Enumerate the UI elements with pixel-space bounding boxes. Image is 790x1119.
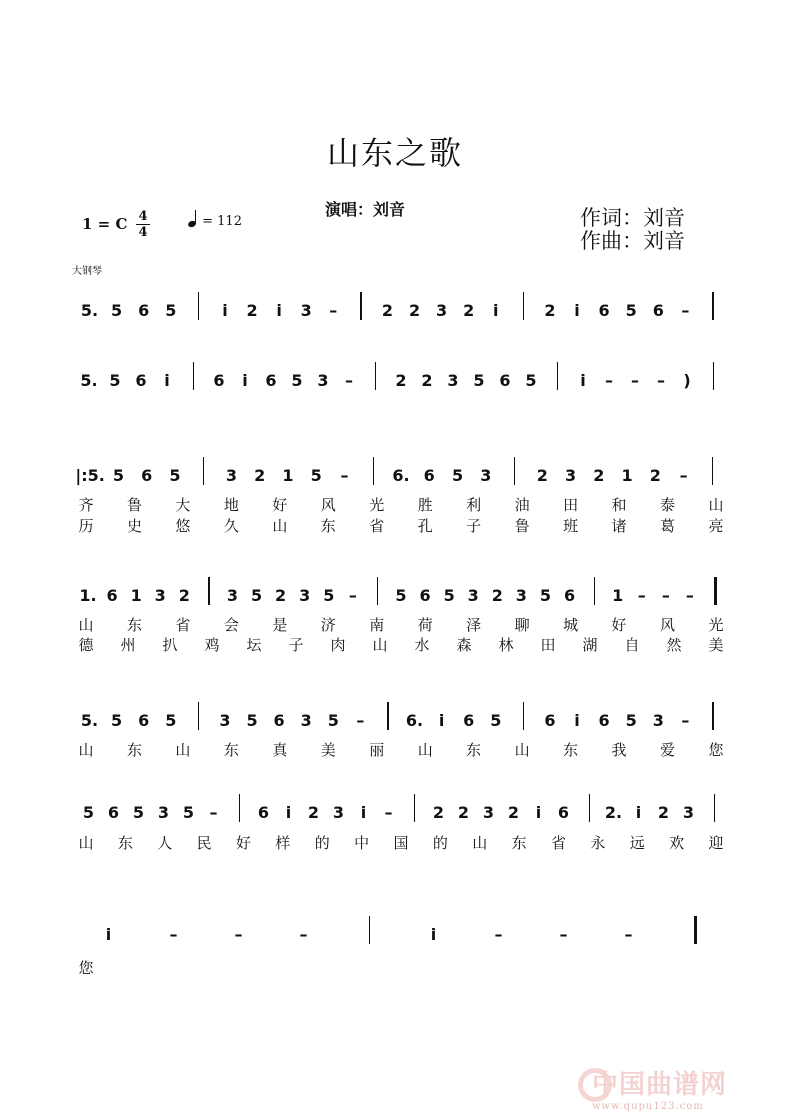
lyric-char: 丽 [369,741,385,759]
lyric-char: 子 [288,636,304,654]
lyric-char: 好 [235,834,252,852]
note: 6 [135,371,147,390]
lyric-char: 欢 [669,834,685,852]
lyric-char: 鲁 [126,496,142,514]
note: 3 [515,586,527,605]
lyric-char: 人 [157,834,173,852]
note: 5 [625,301,637,320]
lyric-char: 东 [563,741,579,759]
note: 1 [621,466,633,485]
note: 1 [612,586,624,605]
note: – [679,466,688,485]
watermark [592,1064,727,1112]
notation-line [76,922,726,946]
note: i [580,371,586,390]
note: i [430,925,437,944]
note: 5 [443,586,455,605]
note: 6 [557,803,570,822]
note: – [348,586,357,605]
singer-credit: 演唱：刘音 [325,200,406,219]
note: 6 [273,711,285,730]
note: 3 [299,586,311,605]
note: 2 [395,371,407,390]
note: 2 [593,466,605,485]
notation-line [76,368,726,392]
lyric-char: 久 [223,517,239,535]
note: 3 [300,711,312,730]
note: 6 [141,466,153,485]
notation-line [76,583,726,607]
note: 6. [392,466,410,485]
note: 3 [482,803,495,822]
note: 6 [106,586,118,605]
lyric-char: 森 [456,636,472,654]
quarter-note-icon [188,213,198,227]
lyric-char: 中 [354,834,370,852]
note: 6 [563,586,576,605]
note: 5 [625,711,637,730]
lyric-char: 山 [272,517,288,535]
note: ) [683,371,691,390]
lyric-char: 鲁 [514,517,530,535]
lyric-char: 省 [175,616,191,634]
note: 5 [539,586,552,605]
lyric-char: 聊 [514,616,530,634]
bar-line [523,702,524,730]
bar-line [589,794,590,822]
note: i [360,803,367,822]
note: 5 [132,803,145,822]
note: – [661,586,670,605]
lyric-char: 地 [223,496,239,514]
note: 5 [182,803,195,822]
lyric-char: 国 [393,834,409,852]
note: 6 [463,711,475,730]
note: i [105,925,112,944]
note: 3 [300,301,312,320]
lyric-char: 您 [78,959,94,977]
lyric-char: 山 [708,496,724,514]
lyric-char: 风 [320,496,336,514]
lyric-char: 孔 [417,517,433,535]
bar-line [594,577,595,605]
note: – [605,371,613,390]
lyric-char: 迎 [708,834,724,852]
note: 3 [467,586,479,605]
lyric-char: 田 [563,496,579,514]
lyric-line [76,634,726,654]
note: 3 [226,586,239,605]
note: 1. [79,586,97,605]
note: 1 [130,586,142,605]
lyric-char: 省 [550,834,567,852]
note: – [234,925,243,944]
lyric-char: 的 [314,834,330,852]
lyric-char: 济 [320,616,336,634]
note: 3 [157,803,170,822]
lyric-char: 美 [320,741,336,759]
note: 5 [112,466,124,485]
bar-line [414,794,415,822]
lyric-char: 永 [590,834,606,852]
note: – [624,925,633,944]
lyric-char: 亮 [708,517,724,535]
note: 3 [436,301,448,320]
bar-line [514,457,515,485]
lyric-char: 然 [666,636,682,654]
note: i [493,301,499,320]
note: 3 [480,466,492,485]
note: 6 [265,371,277,390]
note: 2 [275,586,287,605]
note: i [164,371,170,390]
lyric-char: 泰 [660,496,676,514]
note: 6 [544,711,556,730]
lyric-char: 东 [223,741,239,759]
bar-line [694,916,697,944]
lyric-char: 山 [175,741,191,759]
lyric-line [76,494,726,514]
lyric-char: 湖 [582,636,598,654]
note: 2 [544,301,556,320]
bar-line [712,457,713,485]
lyric-char: 齐 [78,496,94,514]
note: 3 [225,466,237,485]
lyric-char: 我 [611,741,627,759]
bar-line [557,362,558,390]
lyric-char: 山 [78,834,94,852]
note: 3 [564,466,577,485]
note: 3 [652,711,664,730]
note: 6 [107,803,120,822]
lyric-char: 民 [196,834,212,852]
note: 2 [381,301,394,320]
note: 5 [109,371,121,390]
lyric-char: 样 [275,834,291,852]
note: 5. [80,711,99,730]
lyric-char: 东 [117,834,133,852]
bar-line [193,362,194,390]
lyric-char: 好 [611,616,627,634]
note: i [574,301,580,320]
note: 5 [82,803,95,822]
note: – [356,711,365,730]
lyric-char: 山 [417,741,433,759]
note: – [329,301,338,320]
bar-line [208,577,209,605]
lyric-char: 利 [466,496,482,514]
watermark-url: www.qupu123.com [592,1101,704,1112]
note: – [345,371,353,390]
bar-line [198,292,199,320]
lyric-char: 东 [320,517,336,535]
lyric-char: 的 [432,834,448,852]
note: 5 [291,371,303,390]
lyric-char: 泽 [466,616,482,634]
note: 5 [525,371,537,390]
note: 2 [657,803,670,822]
lyric-line [76,832,726,852]
note: 2 [536,466,548,485]
note: 2 [432,803,445,822]
note: 5. [80,301,99,320]
note: 2 [246,301,258,320]
note: 6 [419,586,431,605]
note: 5 [165,301,177,320]
lyric-char: 美 [708,636,724,654]
note: 3 [682,803,695,822]
note: 2 [254,466,266,485]
lyric-char: 东 [126,741,142,759]
lyric-char: 好 [272,496,288,514]
lyric-char: 您 [708,741,724,759]
lyric-char: 悠 [175,517,191,535]
lyric-char: 光 [369,496,385,514]
bar-line [360,292,361,320]
note: 3 [332,803,345,822]
lyric-char: 东 [511,834,527,852]
lyricist-credit: 作词：刘音 [580,206,685,230]
lyric-char: 省 [369,517,385,535]
note: 6 [598,711,610,730]
note: 6 [138,711,150,730]
note: 6 [423,466,435,485]
note: – [169,925,178,944]
key-signature: 1 = C [82,215,128,233]
note: 2 [457,803,470,822]
bar-line [713,362,714,390]
note: i [242,371,248,390]
note: 6 [138,301,150,320]
lyric-char: 山 [472,834,488,852]
note: – [637,586,646,605]
note: i [635,803,642,822]
lyric-char: 光 [708,616,724,634]
lyric-char: 肉 [330,636,346,654]
note: 5 [250,586,263,605]
lyric-char: 大 [175,496,191,514]
note: i [222,301,228,320]
note: – [299,925,308,944]
note: 5 [451,466,464,485]
instrument-label: 大钢琴 [72,266,102,277]
note: – [657,371,665,390]
lyric-char: 坛 [246,636,262,654]
note: 5 [395,586,407,605]
note: 5 [111,301,123,320]
lyric-char: 德 [78,636,94,654]
note: – [685,586,694,605]
lyric-line [76,739,726,759]
lyric-char: 是 [272,616,288,634]
note: 2 [463,301,475,320]
note: i [535,803,542,822]
note: 2. [604,803,623,822]
lyric-char: 州 [120,636,136,654]
note: 5 [490,711,502,730]
note: 3 [317,371,329,390]
note: 3 [154,586,166,605]
notation-line [76,800,726,824]
note: – [631,371,639,390]
note: 2 [649,466,661,485]
note: – [340,466,349,485]
lyric-char: 远 [629,834,645,852]
lyric-char: 自 [624,636,640,654]
bar-line [523,292,524,320]
bar-line [369,916,370,944]
note: – [209,803,218,822]
note: 6. [405,711,424,730]
bar-line [712,702,713,730]
score-title: 山东之歌 [326,134,463,172]
composer-credit: 作曲：刘音 [580,229,685,253]
note: 2 [178,586,190,605]
lyric-line [76,614,726,634]
note: 6 [499,371,511,390]
note: 5 [323,586,335,605]
lyric-char: 油 [514,496,530,514]
note: 2 [408,301,421,320]
lyric-char: 子 [466,517,482,535]
note: 2 [507,803,520,822]
note: 6 [652,301,664,320]
note: 1 [282,466,294,485]
lyric-char: 山 [514,741,530,759]
lyric-char: 扒 [162,636,178,654]
lyric-char: 胜 [417,496,433,514]
note: 5 [111,711,123,730]
note: 5 [246,711,258,730]
lyric-char: 爱 [660,741,676,759]
notation-line [76,298,726,322]
bar-line [198,702,199,730]
lyric-char: 城 [563,616,579,634]
lyric-line [76,957,726,977]
lyric-char: 南 [369,616,385,634]
note: 2 [307,803,320,822]
lyric-char: 山 [372,636,388,654]
bar-line [714,794,715,822]
lyric-char: 真 [272,741,288,759]
notation-line [76,463,726,487]
note: 5 [165,711,177,730]
bar-line [375,362,376,390]
note: 2 [421,371,433,390]
note: 5 [327,711,339,730]
time-signature [136,210,150,239]
note: i [285,803,292,822]
time-signature-bottom: 4 [138,225,148,240]
lyric-char: 田 [540,636,556,654]
note: 5 [169,466,181,485]
note: 5 [310,466,322,485]
note: 3 [447,371,459,390]
bar-line [387,702,388,730]
watermark-brand: 中国曲谱网 [592,1070,728,1100]
note: 5. [80,371,98,390]
notation-line [76,708,726,732]
lyric-line [76,515,726,535]
note: – [681,711,690,730]
tempo-marking: = 112 [188,213,242,229]
lyric-char: 史 [126,517,142,535]
bar-line [373,457,374,485]
note: 2 [491,586,503,605]
lyric-char: 东 [126,616,142,634]
note: |:5. [75,466,105,485]
note: i [276,301,282,320]
lyric-char: 鸡 [204,636,220,654]
note: – [384,803,393,822]
bar-line [239,794,240,822]
lyric-char: 会 [223,616,239,634]
note: i [574,711,580,730]
note: i [438,711,445,730]
lyric-char: 班 [563,517,579,535]
lyric-char: 葛 [660,517,676,535]
lyric-char: 水 [414,636,430,654]
lyric-char: 诸 [611,517,627,535]
lyric-char: 和 [611,496,627,514]
bar-line [714,577,717,605]
bar-line [377,577,378,605]
lyric-char: 历 [78,517,94,535]
bar-line [712,292,713,320]
note: 6 [257,803,270,822]
note: – [559,925,568,944]
lyric-char: 林 [498,636,514,654]
lyric-char: 风 [660,616,676,634]
bar-line [203,457,204,485]
lyric-char: 荷 [417,616,433,634]
lyric-char: 山 [78,741,94,759]
time-signature-top: 4 [138,209,148,224]
note: 5 [473,371,485,390]
lyric-char: 东 [466,741,482,759]
note: – [681,301,690,320]
note: 6 [598,301,610,320]
note: – [494,925,503,944]
note: 3 [219,711,231,730]
note: 6 [213,371,225,390]
lyric-char: 山 [78,616,94,634]
